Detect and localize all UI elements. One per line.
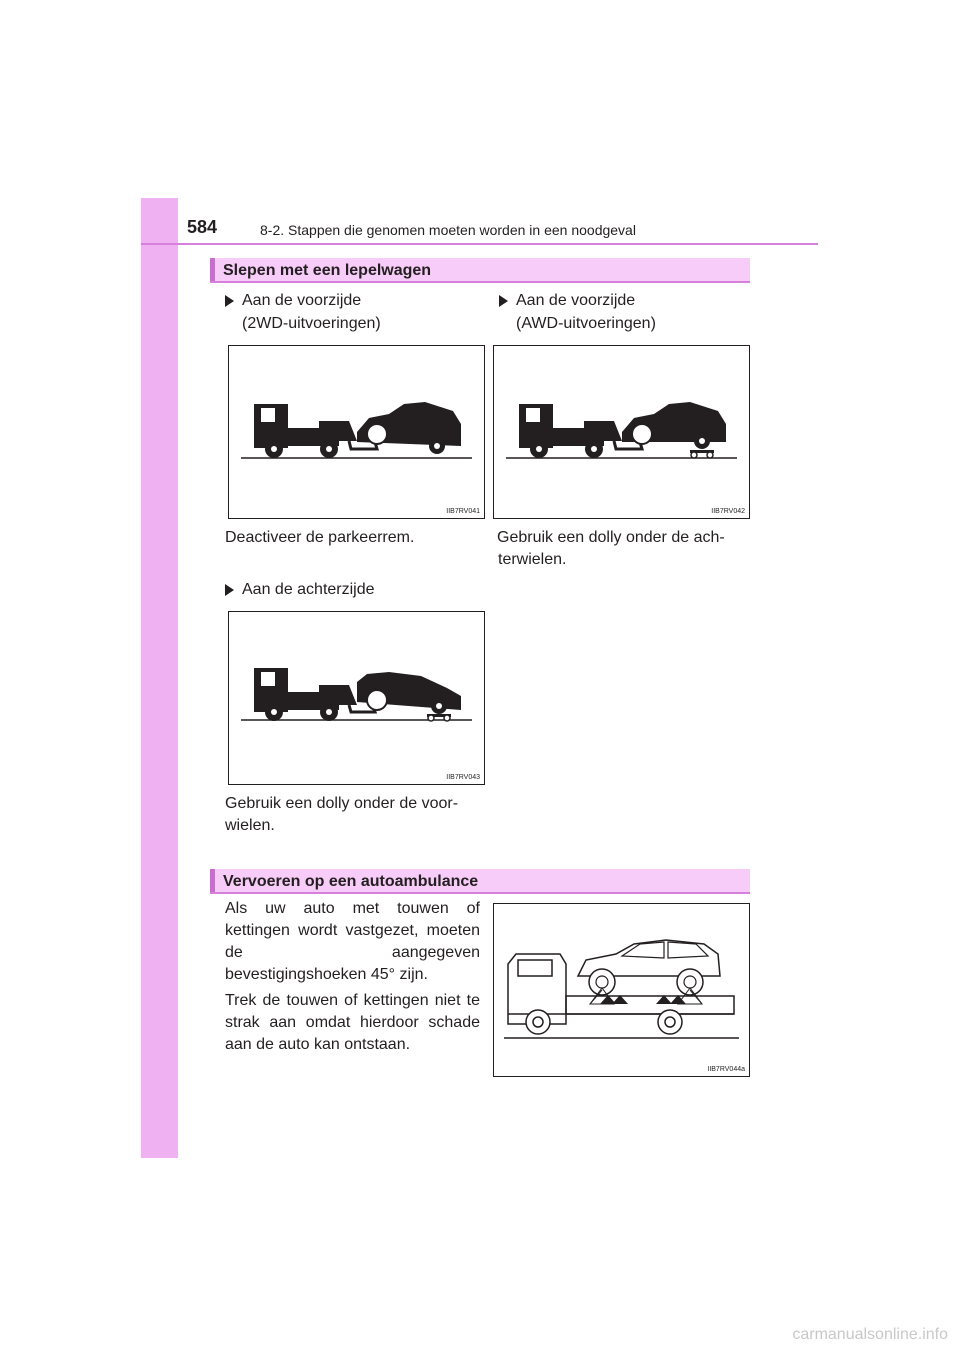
figure-code: IIB7RV044a <box>707 1066 745 1073</box>
paragraph-tie-down-angle: Als uw auto met touwen of kettingen wordt vastgezet, moeten de aangegeven bevestigingshoeken 45° zijn. <box>225 900 480 983</box>
section-heading-bar <box>210 258 215 281</box>
tow-truck-rear-illustration <box>229 612 484 784</box>
caption-line: terwielen. <box>498 551 567 568</box>
figure-front-tow-awd <box>493 345 750 519</box>
item-label: Aan de voorzijde <box>516 292 636 309</box>
caption-line: wielen. <box>225 817 275 834</box>
list-item-front-awd <box>499 289 749 335</box>
figure-code: IIB7RV041 <box>446 508 480 515</box>
figure-rear-tow <box>228 611 485 785</box>
caption-parking-brake: Deactiveer de parkeerrem. <box>225 529 415 546</box>
caption-line: Gebruik een dolly onder de ach- <box>497 529 725 546</box>
caption-dolly-front <box>225 793 477 837</box>
figure-code: IIB7RV042 <box>711 508 745 515</box>
header-divider <box>141 243 818 245</box>
figure-car-transporter <box>493 903 750 1077</box>
paragraph-tension-warning: Trek de touwen of kettingen niet te strak aan omdat hierdoor schade aan de auto kan ontstaan. <box>225 992 480 1053</box>
chapter-sidebar-tab <box>141 198 178 1158</box>
list-item-front-2wd <box>225 289 485 335</box>
item-label-sub: (2WD-uitvoeringen) <box>242 315 381 332</box>
section-title: Slepen met een lepelwagen <box>223 262 432 279</box>
page-number: 584 <box>187 217 218 237</box>
caption-line: Gebruik een dolly onder de voor- <box>225 795 459 812</box>
item-label: Aan de achterzijde <box>242 581 375 598</box>
chapter-title: 8-2. Stappen die genomen moeten worden in een noodgeval <box>260 222 636 238</box>
watermark: carmanualsonline.info <box>792 1326 948 1343</box>
caption-dolly-rear <box>497 527 750 571</box>
triangle-bullet-icon <box>225 295 234 307</box>
figure-front-tow-2wd <box>228 345 485 519</box>
item-label: Aan de voorzijde <box>242 292 362 309</box>
triangle-bullet-icon <box>225 584 234 596</box>
car-transporter-illustration <box>494 904 749 1076</box>
triangle-bullet-icon <box>499 295 508 307</box>
item-label-sub: (AWD-uitvoeringen) <box>516 315 656 332</box>
figure-code: IIB7RV043 <box>446 774 480 781</box>
tow-truck-front-awd-illustration <box>494 346 749 518</box>
section-title: Vervoeren op een autoambulance <box>223 873 479 890</box>
section-heading-car-transporter <box>210 869 750 894</box>
list-item-rear <box>225 578 485 601</box>
section-heading-bar <box>210 869 215 892</box>
section-heading-tow-truck <box>210 258 750 283</box>
tow-truck-front-2wd-illustration <box>229 346 484 518</box>
